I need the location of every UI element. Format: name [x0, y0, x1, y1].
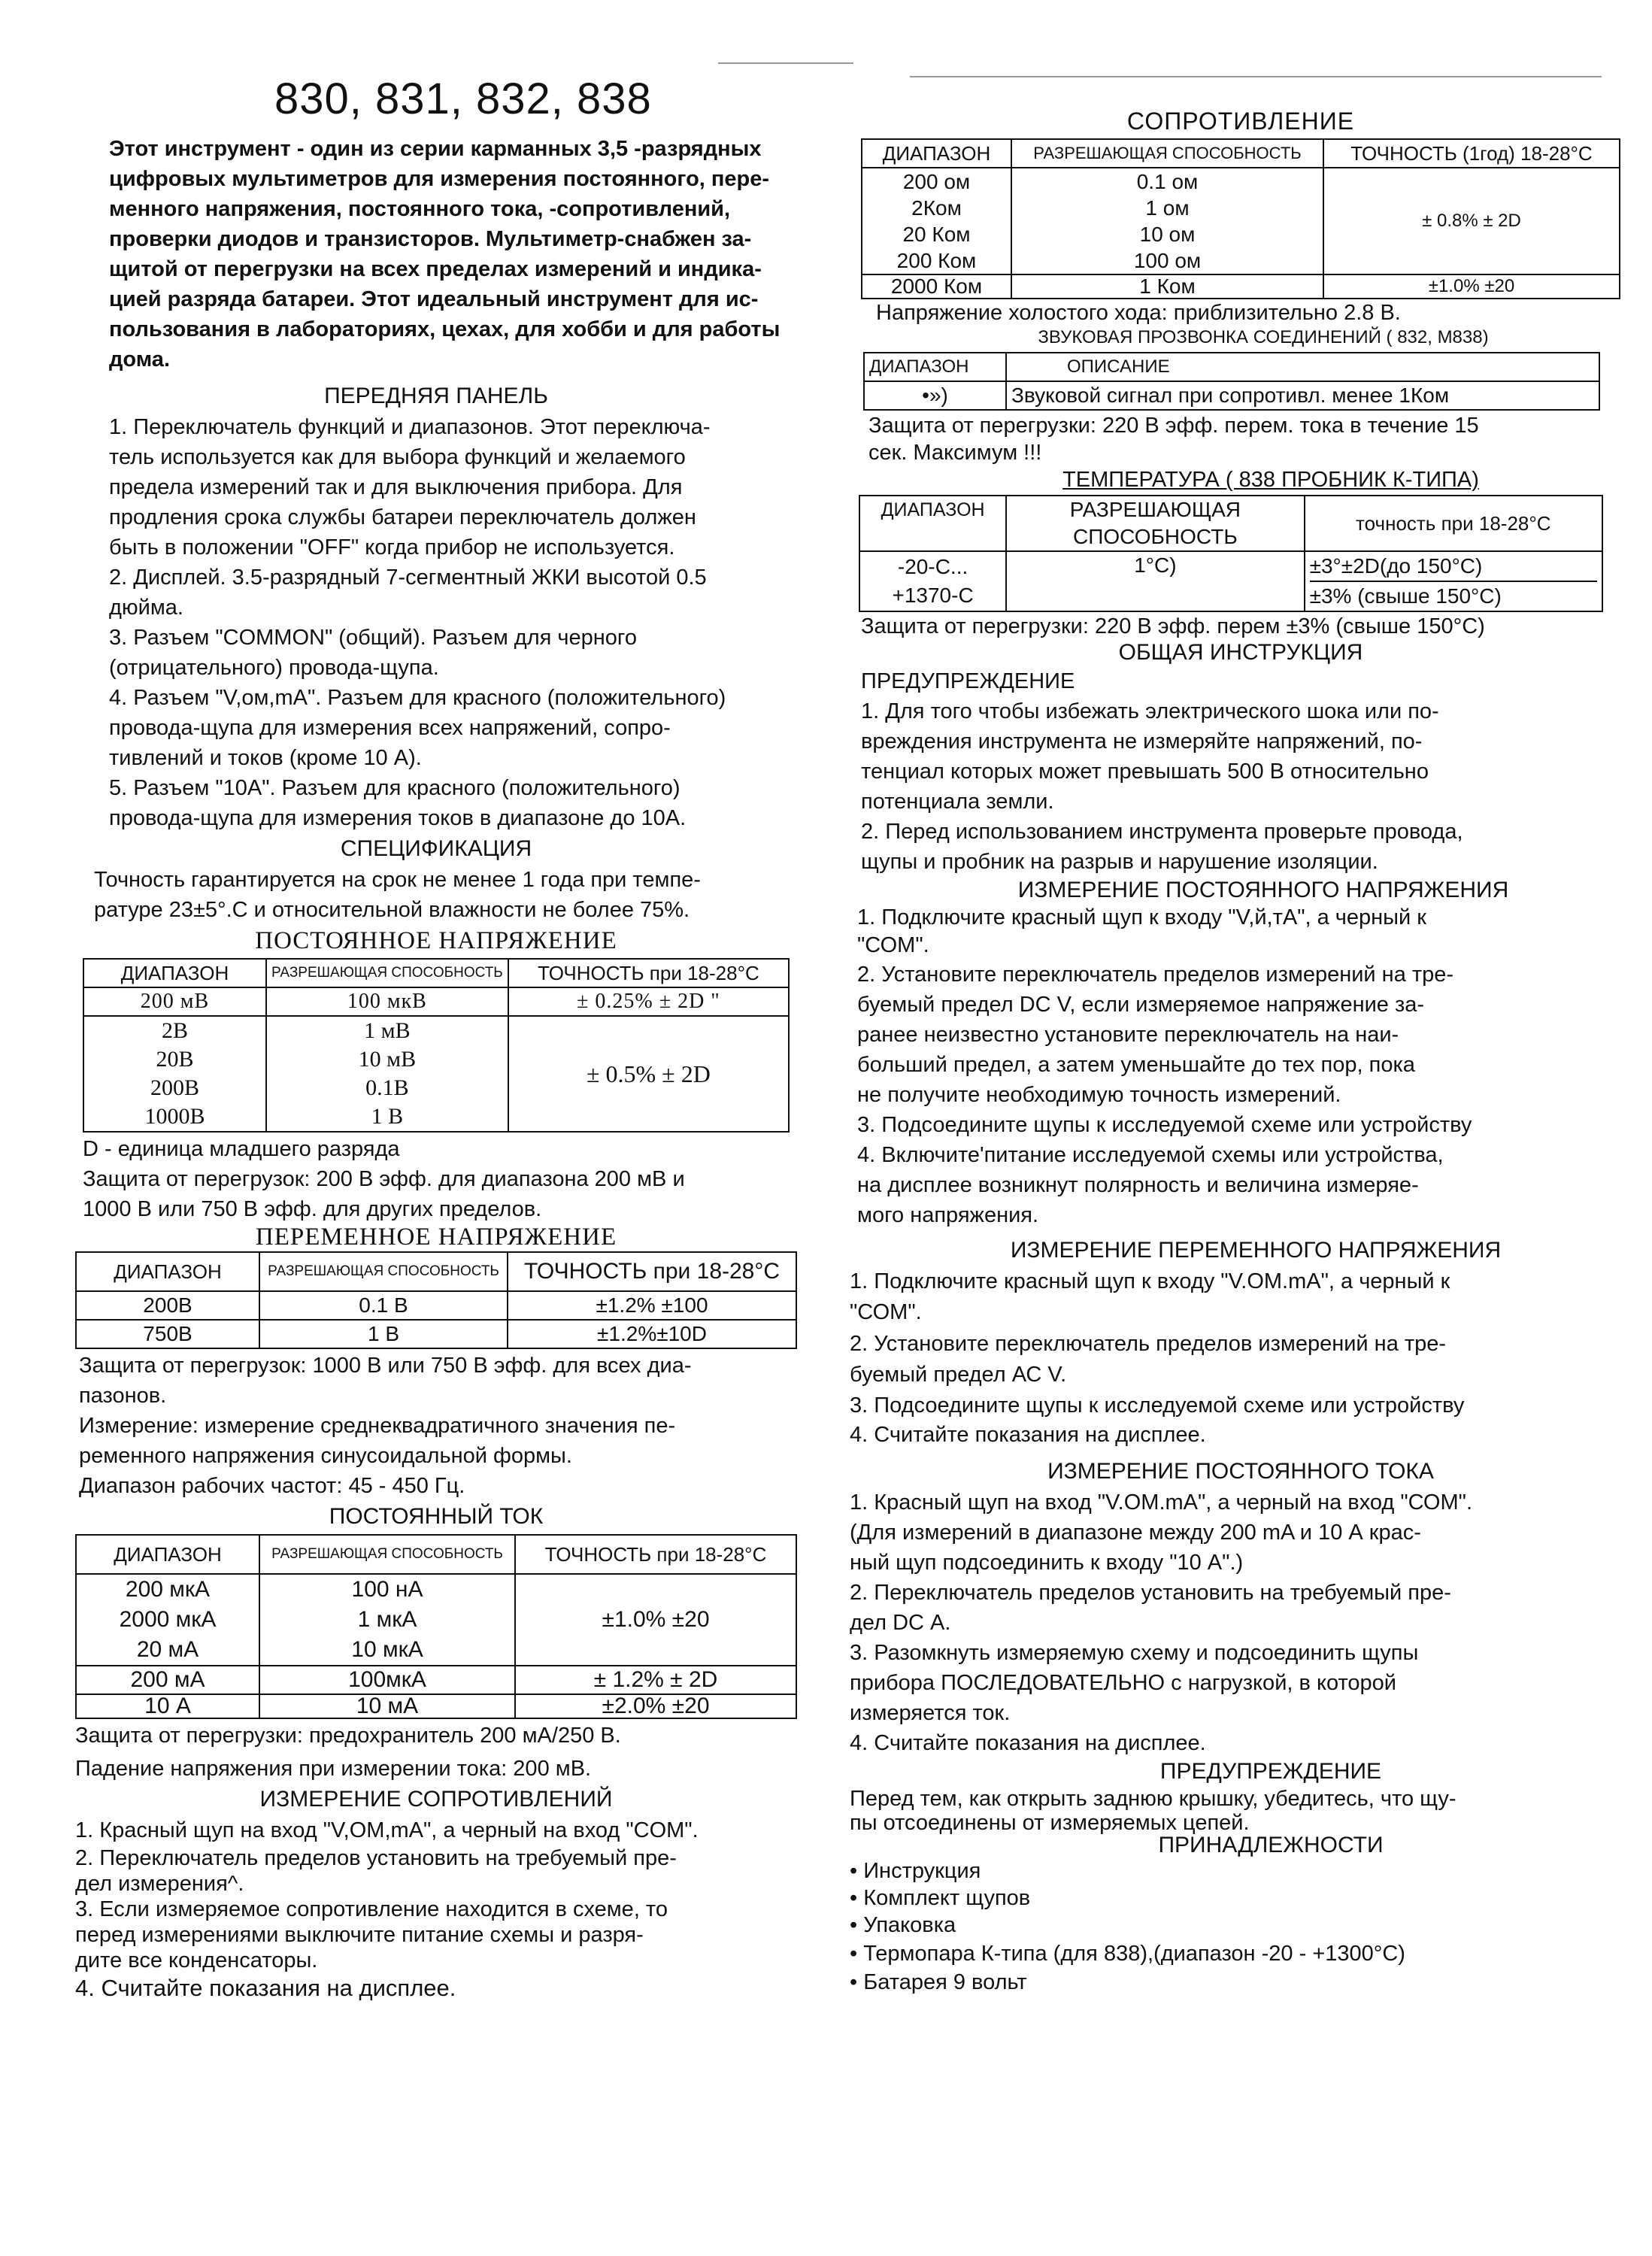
acv-heading: ПЕРЕМЕННОЕ НАПРЯЖЕНИЕ: [255, 1224, 617, 1251]
front-panel-text: [75, 412, 797, 833]
temperature-table: [859, 495, 1603, 612]
text-line: на дисплее возникнут полярность и величина измеряе-: [857, 1173, 1419, 1197]
table-header: РАЗРЕШАЮЩАЯ СПОСОБНОСТЬ: [1011, 139, 1323, 168]
spec-text: [75, 865, 797, 925]
text-line: Точность гарантируется на срок не менее 1 года при темпе-: [94, 868, 701, 892]
dca-table: [75, 1534, 797, 1719]
resolution-value: 1 мВ: [364, 1018, 411, 1043]
dcv-notes: [75, 1134, 797, 1224]
table-header: ДИАПАЗОН: [76, 1252, 259, 1291]
table-cell: [1011, 168, 1323, 274]
text-line: "СОМ".: [857, 933, 929, 957]
table-header: ДИАПАЗОН: [859, 496, 1006, 551]
spec-heading: СПЕЦИФИКАЦИЯ: [340, 836, 532, 861]
text-line: 2. Перед использованием инструмента проверьте провода,: [861, 820, 1463, 844]
table-cell: 200 мВ: [83, 987, 266, 1016]
table-header: ТОЧНОСТЬ при 18-28°C: [508, 1252, 796, 1291]
text-line: Защита от перегрузки: 220 В эфф. перем. тока в течение 15: [868, 414, 1479, 438]
table-cell: 100мкА: [259, 1666, 515, 1694]
text-line: щитой от перегрузки на всех пределах измерений и индика-: [109, 257, 762, 281]
text-line: ранее неизвестно установите переключатель на наи-: [857, 1023, 1399, 1047]
text-line: больший предел, а затем уменьшайте до тех пор, пока: [857, 1053, 1415, 1077]
acv-measure-heading: ИЗМЕРЕНИЕ ПЕРЕМЕННОГО НАПРЯЖЕНИЯ: [1010, 1238, 1502, 1263]
text-line: Этот инструмент - один из серии карманных 3,5 -разрядных: [109, 137, 762, 161]
text-line: ратуре 23±5°.С и относительной влажности не более 75%.: [94, 898, 690, 922]
table-cell: ±1.0% ±20: [1323, 274, 1620, 299]
text-line: 1. Подключите красный щуп к входу "V.OM.mA", а черный к: [850, 1269, 1450, 1293]
acv-table: [75, 1251, 797, 1349]
table-cell: ±1.2% ±100: [508, 1291, 796, 1320]
text-line: вреждения инструмента не измеряйте напряжений, по-: [861, 729, 1423, 754]
text-line: Защита от перегрузки: предохранитель 200 мА/250 В.: [75, 1724, 621, 1748]
text-line: дюйма.: [109, 596, 183, 620]
text-line: провода-щупа для измерения токов в диапазоне до 10А.: [109, 806, 687, 830]
text-line: (отрицательного) провода-щупа.: [109, 656, 439, 680]
text-line: 4. Считайте показания на дисплее.: [850, 1731, 1206, 1755]
text-line: Диапазон рабочих частот: 45 - 450 Гц.: [79, 1474, 465, 1498]
dca-heading: ПОСТОЯННЫЙ ТОК: [329, 1504, 544, 1529]
text-line: ременного напряжения синусоидальной формы.: [79, 1444, 572, 1468]
warning2-heading: ПРЕДУПРЕЖДЕНИЕ: [1159, 1759, 1382, 1784]
text-line: менного напряжения, постоянного тока, -сопротивлений,: [109, 197, 731, 221]
table-cell: [862, 168, 1011, 274]
table-cell: ± 0.5% ± 2D: [508, 1016, 789, 1132]
range-value: 200 мкА: [125, 1577, 211, 1602]
resistance-heading: СОПРОТИВЛЕНИЕ: [1126, 108, 1355, 135]
resistance-measure-text: [75, 1815, 797, 2003]
table-cell: 200В: [76, 1291, 259, 1320]
text-line: мого напряжения.: [857, 1203, 1039, 1227]
general-heading: ОБЩАЯ ИНСТРУКЦИЯ: [1118, 640, 1363, 665]
text-line: быть в положении "OFF" когда прибор не используется.: [109, 535, 675, 559]
table-cell: 750В: [76, 1320, 259, 1348]
accessories-heading: ПРИНАДЛЕЖНОСТИ: [1158, 1833, 1384, 1857]
text-line: 2. Дисплей. 3.5-разрядный 7-сегментный ЖКИ высотой 0.5: [109, 566, 707, 590]
accuracy-value: ±3% (свыше 150°С): [1309, 584, 1502, 608]
resolution-value: 1 мкА: [357, 1607, 417, 1632]
list-item: • Комплект щупов: [850, 1886, 1031, 1910]
text-line: D - единица младшего разряда: [83, 1137, 400, 1161]
text-line: 3. Подсоедините щупы к исследуемой схеме или устройству: [857, 1113, 1472, 1137]
text-line: щупы и пробник на разрыв и нарушение изоляции.: [861, 850, 1378, 874]
warning2-text: [850, 1785, 1632, 1833]
dca-measure-heading: ИЗМЕРЕНИЕ ПОСТОЯННОГО ТОКА: [1047, 1459, 1434, 1484]
text-line: пазонов.: [79, 1384, 167, 1408]
text-line: Защита от перегрузок: 200 В эфф. для диапазона 200 мВ и: [83, 1167, 685, 1191]
list-item: • Инструкция: [850, 1859, 981, 1883]
text-line: проверки диодов и транзисторов. Мультиметр-снабжен за-: [109, 227, 752, 251]
dcv-measure-heading: ИЗМЕРЕНИЕ ПОСТОЯННОГО НАПРЯЖЕНИЯ: [1017, 878, 1509, 902]
text-line: дел DC А.: [850, 1611, 951, 1635]
text-line: 1. Подключите красный щуп к входу "V,й,тА", а черный к: [857, 905, 1426, 929]
table-header: РАЗРЕШАЮЩАЯ СПОСОБНОСТЬ: [259, 1252, 508, 1291]
table-cell: •»): [864, 381, 1006, 410]
dca-measure-text: [850, 1487, 1632, 1758]
text-line: 2. Переключатель пределов установить на требуемый пре-: [850, 1581, 1451, 1605]
text-line: тенциал которых может превышать 500 В относительно: [861, 760, 1429, 784]
text-line: 3. Подсоедините щупы к исследуемой схеме или устройству: [850, 1393, 1465, 1418]
table-cell: ±1.0% ±20: [515, 1574, 796, 1666]
text-line: предела измерений так и для выключения прибора. Для: [109, 475, 683, 499]
table-header: РАЗРЕШАЮЩАЯ СПОСОБНОСТЬ: [1006, 496, 1304, 551]
text-line: Падение напряжения при измерении тока: 200 мВ.: [75, 1757, 592, 1781]
table-cell: 1 Ком: [1011, 274, 1323, 299]
table-cell: [83, 1016, 266, 1132]
text-line: буемый предел АС V.: [850, 1363, 1067, 1387]
accessories-list: [850, 1857, 1632, 1996]
resolution-value: 10 мВ: [358, 1047, 417, 1072]
list-item: • Упаковка: [850, 1913, 956, 1937]
dcv-heading: ПОСТОЯННОЕ НАПРЯЖЕНИЕ: [255, 927, 617, 954]
text-line: 1000 В или 750 В эфф. для других пределов.: [83, 1197, 542, 1221]
text-line: 1. Красный щуп на вход "V.OM.mA", а черный на вход "СОМ".: [850, 1490, 1473, 1515]
text-line: 4. Считайте показания на дисплее.: [850, 1423, 1206, 1447]
table-cell: [266, 1016, 508, 1132]
range-value: +1370-С: [892, 584, 974, 607]
general-text: [850, 696, 1632, 877]
range-value: 200 ом: [902, 170, 971, 193]
acv-notes: [75, 1351, 797, 1501]
table-header: ДИАПАЗОН: [864, 353, 1006, 381]
text-line: ный щуп подсоединить к входу "10 А".): [850, 1551, 1244, 1575]
text-line: (Для измерений в диапазоне между 200 mA и 10 А крас-: [850, 1521, 1421, 1545]
scan-artifact-line: [910, 76, 1602, 77]
acv-measure-text: [850, 1266, 1632, 1448]
table-cell: ± 0.8% ± 2D: [1323, 168, 1620, 274]
text-line: не получите необходимую точность измерений.: [857, 1083, 1341, 1107]
table-header: ОПИСАНИЕ: [1006, 353, 1599, 381]
range-value: 2000 мкА: [119, 1607, 217, 1632]
table-header: РАЗРЕШАЮЩАЯ СПОСОБНОСТЬ: [266, 959, 508, 987]
text-line: 1. Для того чтобы избежать электрического шока или по-: [861, 699, 1439, 723]
text-line: 3. Разомкнуть измеряемую схему и подсоединить щупы: [850, 1641, 1419, 1665]
range-value: 2В: [161, 1018, 188, 1043]
table-header: ДИАПАЗОН: [76, 1535, 259, 1574]
text-line: дел измерения^.: [75, 1872, 244, 1896]
text-line: Измерение: измерение среднеквадратичного значения пе-: [79, 1414, 676, 1438]
text-line: перед измерениями выключите питание схемы и разря-: [75, 1923, 644, 1947]
table-cell: 10 мА: [259, 1694, 515, 1718]
scan-artifact-line: [718, 62, 853, 64]
text-line: сек. Максимум !!!: [868, 441, 1042, 465]
resistance-table: [861, 138, 1620, 299]
text-line: продления срока службы батареи переключатель должен: [109, 505, 696, 529]
resolution-value: 1 В: [371, 1104, 404, 1129]
dcv-measure-text: [850, 904, 1632, 1230]
text-line: 4. Включите'питание исследуемой схемы или устройства,: [857, 1143, 1444, 1167]
list-item: • Батарея 9 вольт: [850, 1970, 1027, 1994]
text-line: прибора ПОСЛЕДОВАТЕЛЬНО с нагрузкой, в которой: [850, 1671, 1397, 1695]
resolution-value: 100 нА: [351, 1577, 423, 1602]
text-line: цифровых мультиметров для измерения постоянного, пере-: [109, 167, 770, 191]
text-line: потенциала земли.: [861, 790, 1054, 814]
range-value: 200В: [150, 1075, 199, 1100]
table-header: РАЗРЕШАЮЩАЯ СПОСОБНОСТЬ: [259, 1535, 515, 1574]
text-line: "СОМ".: [850, 1300, 922, 1324]
table-cell: 200 мА: [76, 1666, 259, 1694]
text-line: буемый предел DC V, если измеряемое напряжение за-: [857, 993, 1425, 1017]
text-line: провода-щупа для измерения всех напряжений, сопро-: [109, 716, 671, 740]
front-panel-heading: ПЕРЕДНЯЯ ПАНЕЛЬ: [324, 384, 548, 408]
resistance-note: Напряжение холостого хода: приблизительно 2.8 В.: [876, 301, 1401, 325]
table-cell: Звуковой сигнал при сопротивл. менее 1Ком: [1006, 381, 1599, 410]
text-line: цией разряда батареи. Этот идеальный инструмент для ис-: [109, 287, 759, 311]
table-cell: 0.1 В: [259, 1291, 508, 1320]
table-cell: 2000 Ком: [862, 274, 1011, 299]
text-line: 2. Установите переключатель пределов измерений на тре-: [850, 1332, 1447, 1356]
text-line: 4. Считайте показания на дисплее.: [75, 1975, 456, 2001]
text-line: 1. Переключатель функций и диапазонов. Этот переключа-: [109, 415, 711, 439]
text-line: 5. Разъем "10А". Разъем для красного (положительного): [109, 776, 681, 800]
table-cell: 10 А: [76, 1694, 259, 1718]
text-line: 1. Красный щуп на вход "V,OM,mA", а черный на вход "COM".: [75, 1818, 699, 1842]
table-header: ДИАПАЗОН: [83, 959, 266, 987]
text-line: измеряется ток.: [850, 1701, 1011, 1725]
table-cell: 100 мкВ: [266, 987, 508, 1016]
table-cell: [859, 551, 1006, 611]
resolution-value: 10 ом: [1139, 223, 1196, 246]
table-cell: ± 0.25% ± 2D ": [508, 987, 789, 1016]
range-value: 200 Ком: [896, 249, 977, 272]
range-value: -20-С...: [897, 555, 968, 578]
temperature-heading: ТЕМПЕРАТУРА ( 838 ПРОБНИК К-ТИПА): [1062, 468, 1479, 492]
range-value: 2Ком: [911, 196, 962, 220]
table-header: ДИАПАЗОН: [862, 139, 1011, 168]
table-header: ТОЧНОСТЬ при 18-28°C: [508, 959, 789, 987]
text-line: 2. Установите переключатель пределов измерений на тре-: [857, 963, 1454, 987]
resolution-value: 0.1В: [365, 1075, 409, 1100]
text-line: тель используется как для выбора функций и желаемого: [109, 445, 686, 469]
temperature-note: Защита от перегрузки: 220 В эфф. перем ±3% (свыше 150°С): [861, 614, 1485, 638]
resolution-value: 10 мкА: [351, 1637, 423, 1662]
table-cell: 1 В: [259, 1320, 508, 1348]
intro-text: [75, 134, 797, 374]
text-line: 3. Если измеряемое сопротивление находится в схеме, то: [75, 1897, 668, 1921]
dca-notes: [75, 1721, 797, 1784]
text-line: дите все конденсаторы.: [75, 1948, 318, 1972]
dcv-table: [83, 958, 790, 1133]
resolution-value: 100 ом: [1133, 249, 1202, 272]
text-line: пы отсоединены от измеряемых цепей.: [850, 1811, 1250, 1835]
table-cell: [1305, 551, 1602, 611]
table-cell: ± 1.2% ± 2D: [515, 1666, 796, 1694]
text-line: 2. Переключатель пределов установить на требуемый пре-: [75, 1846, 677, 1870]
page-title: 830, 831, 832, 838: [274, 74, 652, 123]
text-line: тивлений и токов (кроме 10 А).: [109, 746, 422, 770]
text-line: 3. Разъем "COMMON" (общий). Разъем для черного: [109, 626, 637, 650]
list-item: • Термопара К-типа (для 838),(диапазон -20 - +1300°С): [850, 1942, 1405, 1966]
table-cell: [76, 1574, 259, 1666]
range-value: 20В: [156, 1047, 194, 1072]
table-header: точность при 18-28°C: [1305, 496, 1602, 551]
text-line: дома.: [109, 347, 170, 371]
continuity-table: [863, 352, 1600, 411]
general-warning: ПРЕДУПРЕЖДЕНИЕ: [861, 669, 1075, 693]
table-cell: [259, 1574, 515, 1666]
range-value: 1000В: [144, 1104, 205, 1129]
text-line: пользования в лабораториях, цехах, для хобби и для работы: [109, 317, 781, 341]
resolution-value: 0.1 ом: [1136, 170, 1199, 193]
range-value: 20 Ком: [902, 223, 971, 246]
resistance-measure-heading: ИЗМЕРЕНИЕ СОПРОТИВЛЕНИЙ: [259, 1787, 613, 1812]
text-line: Перед тем, как открыть заднюю крышку, убедитесь, что щу-: [850, 1787, 1456, 1811]
continuity-notes: [850, 412, 1632, 466]
resolution-value: 1 ом: [1145, 196, 1190, 220]
accuracy-value: ±3°±2D(до 150°С): [1310, 552, 1597, 582]
text-line: 4. Разъем "V,ом,mA". Разъем для красного (положительного): [109, 686, 726, 710]
continuity-heading: ЗВУКОВАЯ ПРОЗВОНКА СОЕДИНЕНИЙ ( 832, М838): [1038, 327, 1489, 347]
table-cell: ±1.2%±10D: [508, 1320, 796, 1348]
table-cell: 1°С): [1006, 551, 1304, 611]
range-value: 20 мА: [136, 1637, 199, 1662]
text-line: Защита от перегрузок: 1000 В или 750 В эфф. для всех диа-: [79, 1354, 692, 1378]
table-cell: ±2.0% ±20: [515, 1694, 796, 1718]
table-header: ТОЧНОСТЬ (1год) 18-28°C: [1323, 139, 1620, 168]
table-header: ТОЧНОСТЬ при 18-28°C: [515, 1535, 796, 1574]
